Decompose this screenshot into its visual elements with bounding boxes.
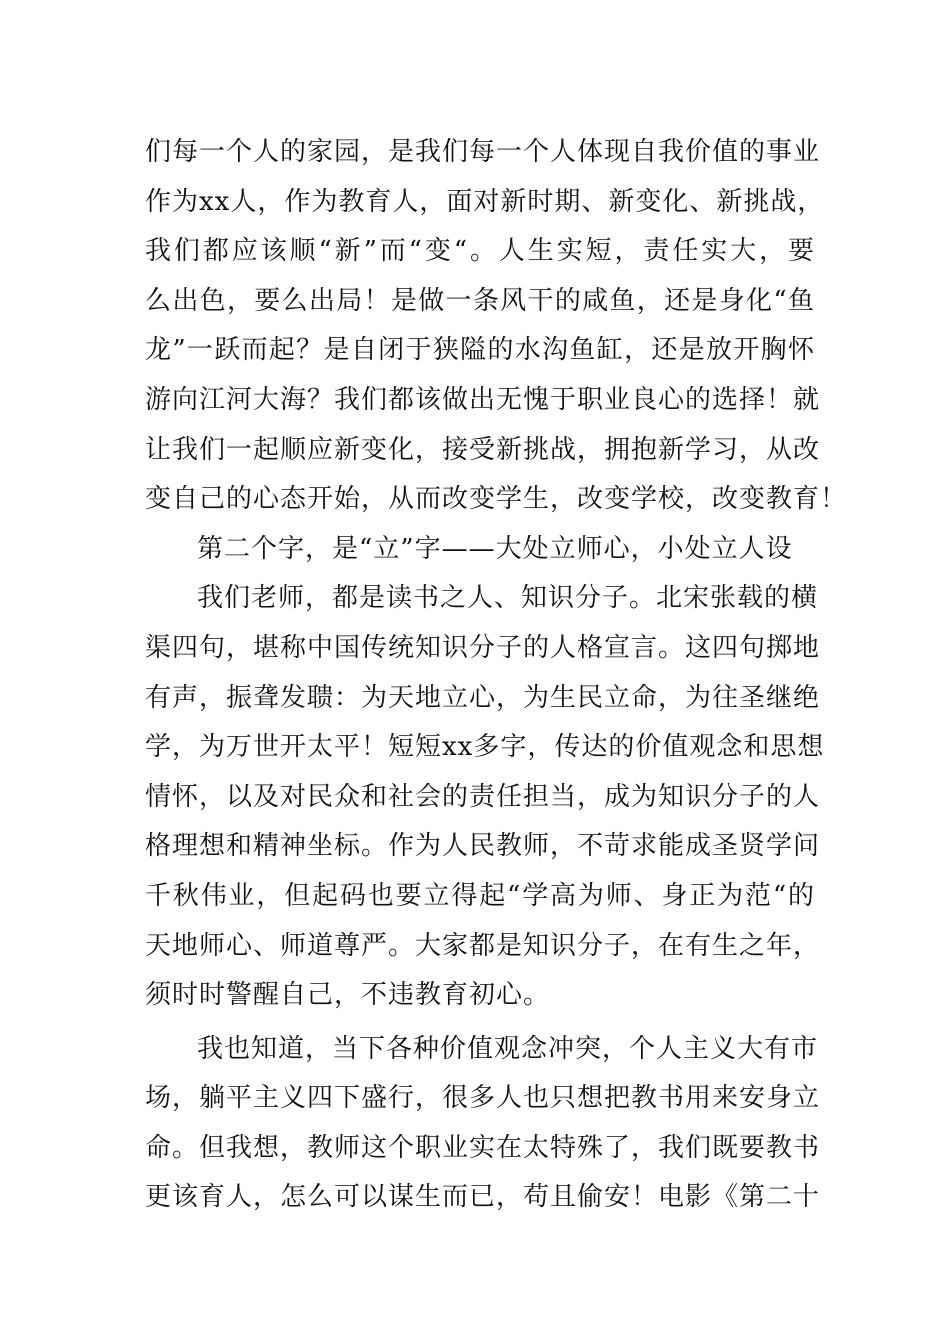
paragraph-3 <box>145 1025 821 1223</box>
text-line: 学，为万世开太平！短短xx多字，传达的价值观念和思想 <box>145 732 825 763</box>
text-line: 格理想和精神坐标。作为人民教师，不苛求能成圣贤学问 <box>145 831 821 862</box>
text-line: 千秋伟业，但起码也要立得起“学高为师、身正为范“的 <box>145 880 815 911</box>
text-line: 龙”一跃而起？是自闭于狭隘的水沟鱼缸，还是放开胸怀 <box>145 335 815 366</box>
text-line: 有声，振聋发聩：为天地立心，为生民立命，为往圣继绝 <box>145 682 821 713</box>
text-line: 么出色，要么出局！是做一条风干的咸鱼，还是身化“鱼 <box>145 285 815 316</box>
text-line: 我们老师，都是读书之人、知识分子。北宋张载的横 <box>197 583 819 614</box>
text-line: 我们都应该顺“新”而“变“。人生实短，责任实大，要 <box>145 236 815 267</box>
section-heading <box>145 525 815 575</box>
text-line: 渠四句，堪称中国传统知识分子的人格宣言。这四句掷地 <box>145 632 821 663</box>
text-line: 情怀，以及对民众和社会的责任担当，成为知识分子的人 <box>145 781 821 812</box>
text-line: 命。但我想，教师这个职业实在太特殊了，我们既要教书 <box>145 1132 821 1163</box>
text-line: 作为xx人，作为教育人，面对新时期、新变化、新挑战， <box>145 186 825 217</box>
document-body <box>145 128 848 1223</box>
text-line: 游向江河大海？我们都该做出无愧于职业良心的选择！就 <box>145 384 821 415</box>
text-line: 场，躺平主义四下盛行，很多人也只想把教书用来安身立 <box>145 1083 821 1114</box>
heading-line: 第二个字，是“立”字——大处立师心，小处立人设 <box>197 533 793 564</box>
text-line: 我也知道，当下各种价值观念冲突，个人主义大有市 <box>197 1033 819 1064</box>
text-line: 们每一个人的家园，是我们每一个人体现自我价值的事业 <box>145 137 821 167</box>
paragraph-1 <box>145 128 848 525</box>
paragraph-2 <box>145 574 825 1020</box>
text-line: 须时时警醒自己，不违教育初心。 <box>145 980 551 1011</box>
text-line: 让我们一起顺应新变化，接受新挑战，拥抱新学习，从改 <box>145 434 821 465</box>
text-line: 天地师心、师道尊严。大家都是知识分子，在有生之年， <box>145 930 821 961</box>
text-line: 更该育人，怎么可以谋生而已，苟且偷安！电影《第二十 <box>145 1182 821 1213</box>
text-line: 变自己的心态开始，从而改变学生，改变学校，改变教育！ <box>145 484 848 515</box>
